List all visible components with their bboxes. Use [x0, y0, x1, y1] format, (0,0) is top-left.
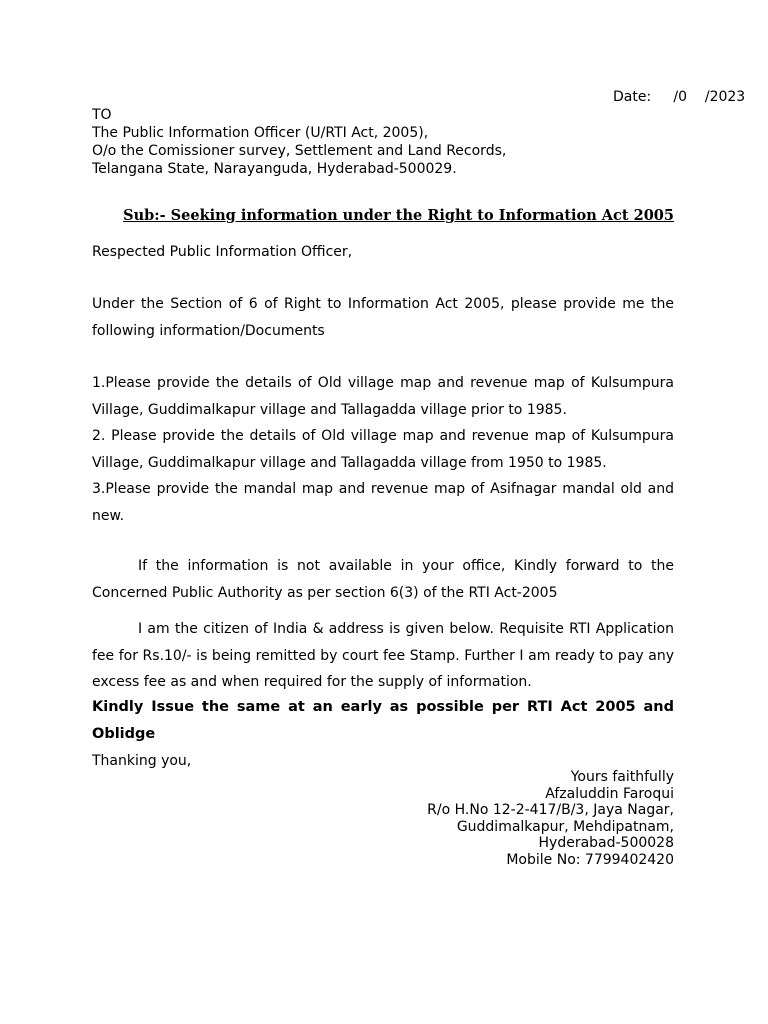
recipient-address: [92, 106, 506, 178]
information-list: [92, 370, 674, 529]
thanking-line: Thanking you,: [92, 753, 192, 769]
list-item: 3.Please provide the mandal map and revenue map of Asifnagar mandal old and new.: [92, 481, 674, 524]
signature-address-3: Hyderabad-500028: [538, 835, 674, 852]
signature-address-1: R/o H.No 12-2-417/B/3, Jaya Nagar,: [427, 802, 674, 819]
recipient-to: TO: [92, 107, 112, 123]
citizen-paragraph-text: I am the citizen of India & address is given below. Requisite RTI Application fee for Rs.10/- is being remitted by court fee Stamp. Further I am ready to pay any excess fee as and when required for the supply of information.: [92, 621, 674, 690]
intro-paragraph: Under the Section of 6 of Right to Information Act 2005, please provide me the following information/Documents: [92, 296, 674, 339]
signature-closing: Yours faithfully: [570, 769, 674, 785]
request-paragraph: Kindly Issue the same at an early as possible per RTI Act 2005 and Oblidge: [92, 699, 674, 742]
forward-paragraph-text: If the information is not available in your office, Kindly forward to the Concerned Public Authority as per section 6(3) of the RTI Act-2005: [92, 558, 674, 601]
date-line: Date: /0 /2023: [613, 89, 746, 105]
signature-name: Afzaluddin Faroqui: [545, 785, 674, 802]
citizen-paragraph: [92, 616, 674, 696]
subject-text: Sub:- Seeking information under the Right to Information Act 2005: [123, 207, 674, 224]
signature-block: [380, 769, 674, 869]
recipient-line-1: The Public Information Officer (U/RTI Act, 2005),: [92, 125, 429, 141]
subject-line: [92, 207, 674, 225]
signature-address-2: Guddimalkapur, Mehdipatnam,: [456, 818, 674, 835]
forward-paragraph: [92, 553, 674, 606]
recipient-line-3: Telangana State, Narayanguda, Hyderabad-500029.: [92, 161, 457, 177]
signature-mobile: Mobile No: 7799402420: [506, 851, 674, 868]
list-item: 1.Please provide the details of Old village map and revenue map of Kulsumpura Village, Guddimalkapur village and Tallagadda village prior to 1985.: [92, 375, 674, 418]
list-item: 2. Please provide the details of Old village map and revenue map of Kulsumpura Village, Guddimalkapur village and Tallagadda village from 1950 to 1985.: [92, 428, 674, 471]
salutation: Respected Public Information Officer,: [92, 244, 353, 260]
recipient-line-2: O/o the Comissioner survey, Settlement and Land Records,: [92, 143, 507, 159]
